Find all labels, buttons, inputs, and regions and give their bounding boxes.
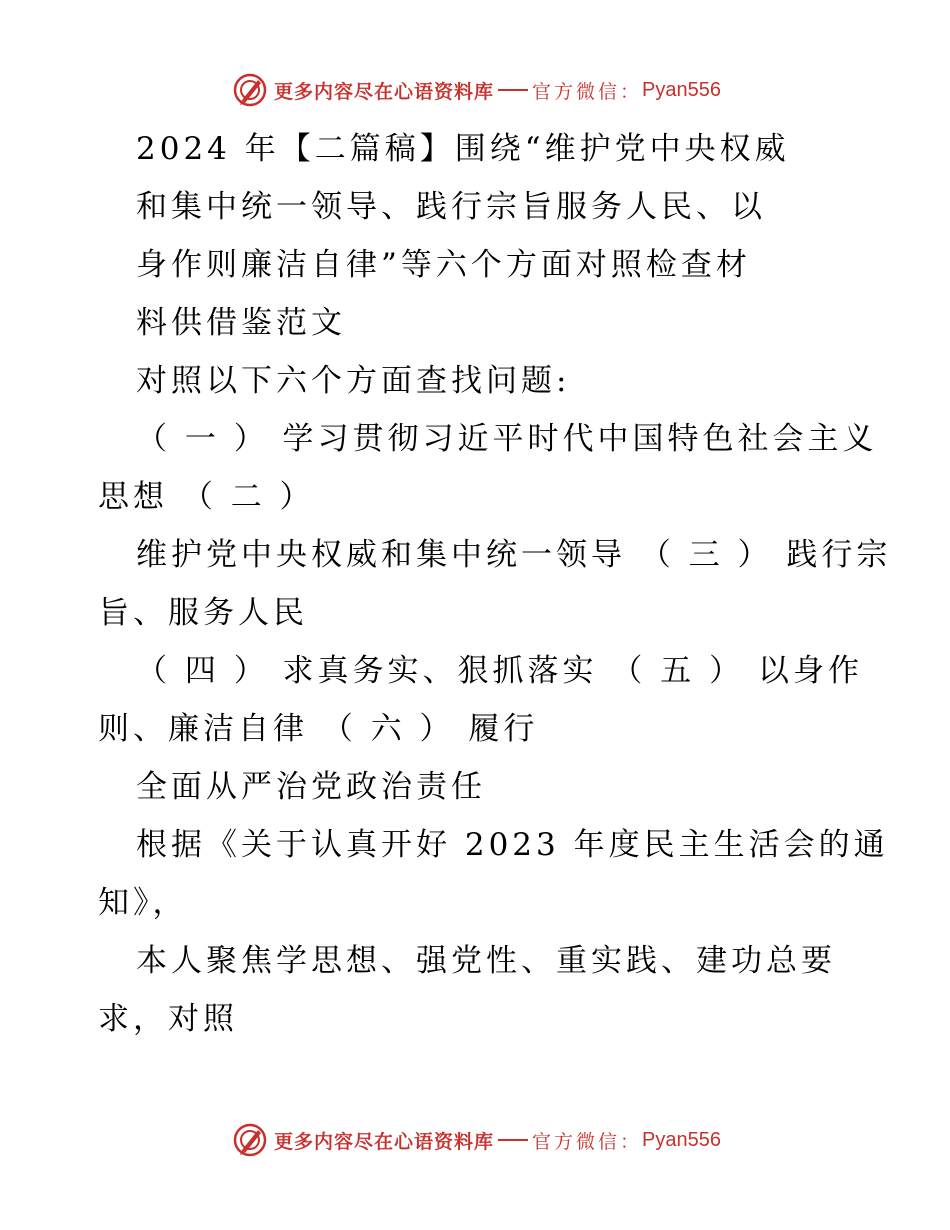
- banner-site-name: 更多内容尽在心语资料库: [274, 1130, 495, 1153]
- paragraph-line: 则、廉洁自律 （ 六 ） 履行: [98, 711, 539, 747]
- title-line: 2024 年【二篇稿】围绕“维护党中央权威: [136, 131, 790, 167]
- pen-nib-logo-icon: [232, 72, 268, 108]
- paragraph-line: 对照以下六个方面查找问题:: [136, 363, 571, 399]
- banner-wechat-id: Pyan556: [642, 78, 721, 101]
- title-line: 和集中统一领导、践行宗旨服务人民、以: [136, 189, 766, 225]
- footer-banner: [232, 1120, 721, 1160]
- banner-site-name: 更多内容尽在心语资料库: [274, 80, 495, 103]
- paragraph-line: （ 四 ） 求真务实、狠抓落实 （ 五 ） 以身作: [136, 653, 863, 689]
- paragraph-line: 思想 （ 二 ）: [98, 479, 315, 515]
- title-line: 料供借鉴范文: [136, 305, 346, 341]
- paragraph-line: （ 一 ） 学习贯彻习近平时代中国特色社会主义: [136, 421, 878, 457]
- banner-divider: [498, 1139, 528, 1141]
- paragraph-line: 旨、服务人民: [98, 595, 308, 631]
- paragraph-line: 根据《关于认真开好 2023 年度民主生活会的通: [136, 827, 889, 863]
- banner-wechat-label: 官方微信：: [532, 80, 643, 103]
- title-line: 身作则廉洁自律”等六个方面对照检查材: [136, 247, 751, 283]
- paragraph-line: 求，对照: [98, 1001, 238, 1037]
- paragraph-line: 本人聚焦学思想、强党性、重实践、建功总要: [136, 943, 836, 979]
- paragraph-line: 知》，: [98, 885, 188, 921]
- paragraph-line: 全面从严治党政治责任: [136, 769, 486, 805]
- pen-nib-logo-icon: [232, 1122, 268, 1158]
- header-banner: [232, 70, 721, 110]
- banner-divider: [498, 89, 528, 91]
- banner-wechat-id: Pyan556: [642, 1128, 721, 1151]
- banner-wechat-label: 官方微信：: [532, 1130, 643, 1153]
- paragraph-line: 维护党中央权威和集中统一领导 （ 三 ） 践行宗: [136, 537, 892, 573]
